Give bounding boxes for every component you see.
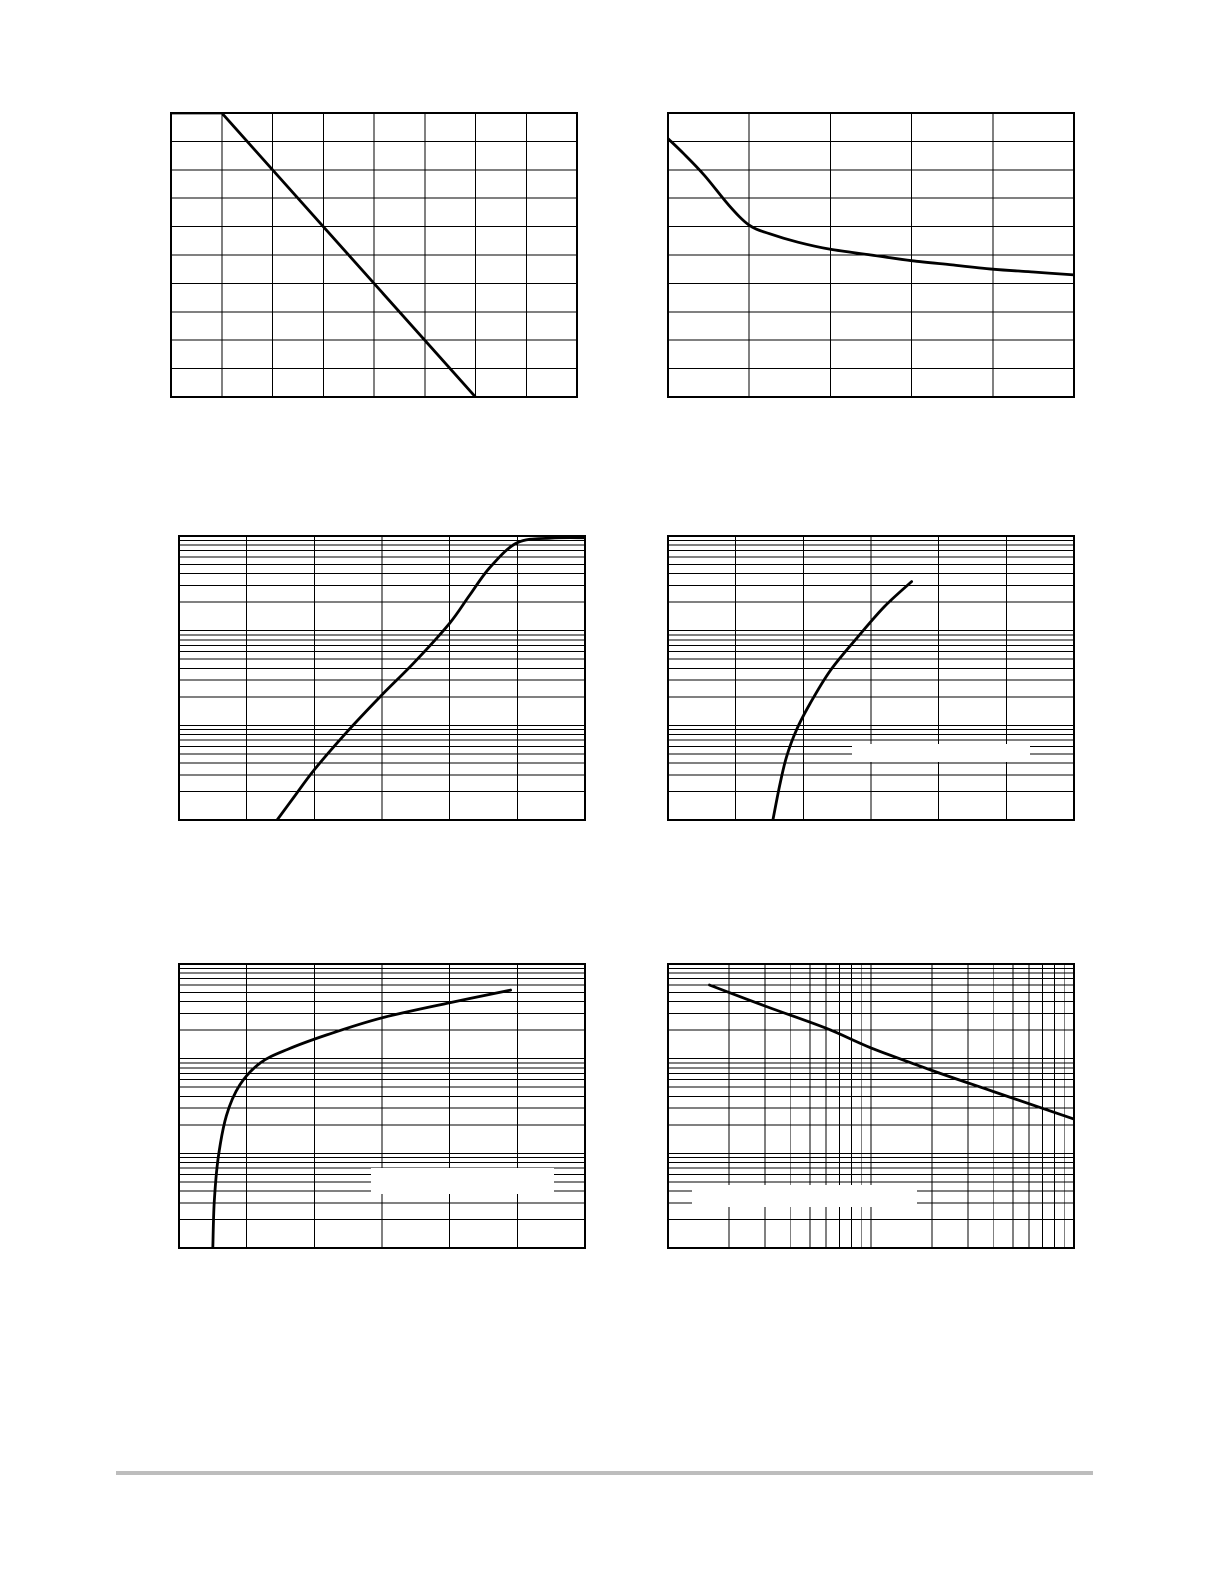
series-line-1 <box>277 538 585 820</box>
series-line-1 <box>668 139 1074 275</box>
chart-4-semilog-rise <box>668 536 1074 820</box>
series-line-1 <box>709 985 1074 1119</box>
series-line-1 <box>213 990 511 1248</box>
chart-2-linear-decay <box>668 113 1074 397</box>
legend-blank-area <box>692 1185 917 1207</box>
chart-3-semilog-saturation <box>179 536 585 820</box>
legend-blank-area <box>371 1168 554 1194</box>
chart-5-semilog-growth <box>179 964 585 1248</box>
series-line-1 <box>773 582 912 820</box>
legend-blank-area <box>852 744 1030 762</box>
chart-1-linear-derating <box>171 113 577 397</box>
chart-6-loglog-decay <box>668 964 1074 1248</box>
